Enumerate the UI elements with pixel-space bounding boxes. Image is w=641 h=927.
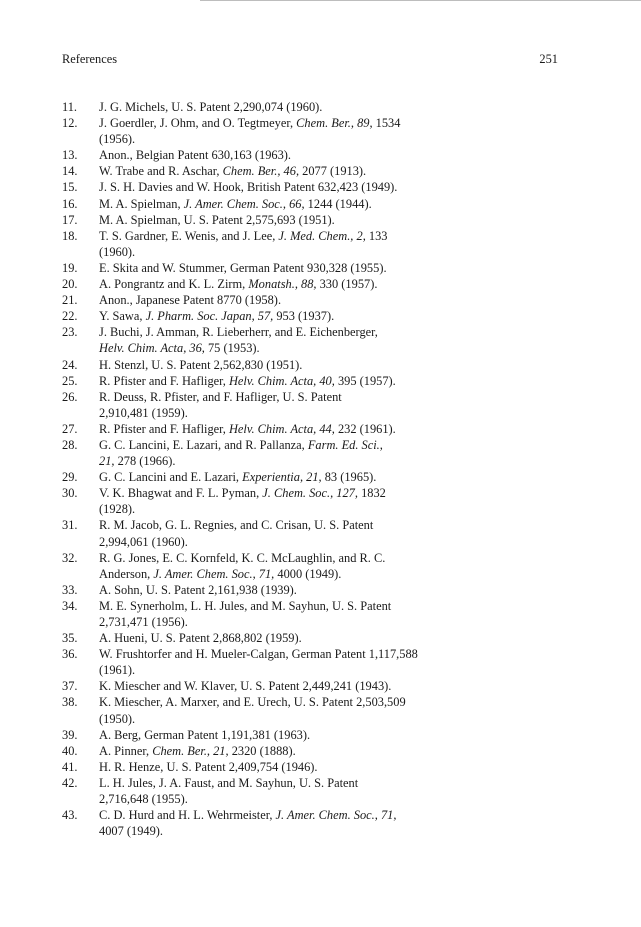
reference-item xyxy=(62,389,562,421)
reference-item xyxy=(62,437,562,469)
reference-number: 39. xyxy=(62,727,78,742)
reference-text: 75 (1953). xyxy=(204,341,260,356)
reference-item xyxy=(62,598,562,630)
reference-number: 20. xyxy=(62,277,78,292)
reference-text: R. Pfister and F. Hafliger, xyxy=(99,373,229,388)
reference-text: J. Goerdler, J. Ohm, and O. Tegtmeyer, xyxy=(99,116,297,131)
journal-citation: Helv. Chim. Acta, 44, xyxy=(228,421,335,436)
journal-citation: 21, xyxy=(99,454,115,469)
reference-item xyxy=(62,308,562,324)
reference-text-line xyxy=(99,678,562,694)
journal-citation: Helv. Chim. Acta, 40, xyxy=(228,373,335,388)
reference-text-line xyxy=(99,212,562,228)
reference-number: 25. xyxy=(62,373,78,388)
reference-number: 19. xyxy=(62,260,78,275)
reference-text-line xyxy=(99,759,562,775)
reference-item xyxy=(62,646,562,678)
reference-text: 1244 (1944). xyxy=(304,196,372,211)
reference-text-line xyxy=(99,582,562,598)
reference-text-line xyxy=(99,694,562,710)
reference-text: Anon., Japanese Patent 8770 (1958). xyxy=(99,293,282,308)
reference-text-line xyxy=(99,115,562,131)
reference-text: (1960). xyxy=(99,244,136,259)
reference-number: 32. xyxy=(62,550,78,565)
reference-text: C. D. Hurd and H. L. Wehrmeister, xyxy=(99,808,276,823)
reference-text: 2077 (1913). xyxy=(299,164,367,179)
reference-text-line xyxy=(99,711,562,727)
reference-number: 15. xyxy=(62,180,78,195)
reference-text: T. S. Gardner, E. Wenis, and J. Lee, xyxy=(99,228,279,243)
reference-item xyxy=(62,759,562,775)
reference-number: 36. xyxy=(62,647,78,662)
reference-item xyxy=(62,807,562,839)
reference-text-line xyxy=(99,743,562,759)
reference-text: A. Hueni, U. S. Patent 2,868,802 (1959). xyxy=(99,631,302,646)
reference-text: 395 (1957). xyxy=(334,373,396,388)
running-title: References xyxy=(62,52,118,66)
reference-item xyxy=(62,678,562,694)
reference-number: 40. xyxy=(62,743,78,758)
reference-item xyxy=(62,196,562,212)
reference-text: W. Trabe and R. Aschar, xyxy=(99,164,223,179)
reference-text: 4007 (1949). xyxy=(99,824,164,839)
reference-number: 27. xyxy=(62,421,78,436)
reference-item xyxy=(62,775,562,807)
reference-text-line xyxy=(99,550,562,566)
reference-item xyxy=(62,324,562,356)
reference-text: (1928). xyxy=(99,502,136,517)
reference-item xyxy=(62,469,562,485)
reference-number: 35. xyxy=(62,631,78,646)
reference-text: G. C. Lancini and E. Lazari, xyxy=(99,470,243,485)
reference-text: 330 (1957). xyxy=(316,277,378,292)
reference-text-line xyxy=(99,614,562,630)
reference-item xyxy=(62,99,562,115)
reference-text: R. M. Jacob, G. L. Regnies, and C. Crisan, U. S. Patent xyxy=(99,518,374,533)
reference-item xyxy=(62,147,562,163)
reference-text: A. Berg, German Patent 1,191,381 (1963). xyxy=(99,727,311,742)
reference-text-line xyxy=(99,373,562,389)
reference-text: H. R. Henze, U. S. Patent 2,409,754 (1946). xyxy=(99,759,318,774)
reference-item xyxy=(62,373,562,389)
reference-text-line xyxy=(99,646,562,662)
reference-item xyxy=(62,485,562,517)
reference-text: (1956). xyxy=(99,132,136,147)
reference-text: L. H. Jules, J. A. Faust, and M. Sayhun, U. S. Patent xyxy=(99,775,359,790)
reference-text: (1950). xyxy=(99,711,136,726)
reference-text-line xyxy=(99,389,562,405)
reference-number: 34. xyxy=(62,598,78,613)
reference-number: 41. xyxy=(62,759,78,774)
reference-text-line xyxy=(99,324,562,340)
reference-text-line xyxy=(99,405,562,421)
reference-number: 22. xyxy=(62,309,78,324)
reference-number: 43. xyxy=(62,808,78,823)
reference-text-line xyxy=(99,727,562,743)
reference-number: 12. xyxy=(62,116,78,131)
reference-item xyxy=(62,421,562,437)
reference-item xyxy=(62,517,562,549)
reference-text: 2320 (1888). xyxy=(228,743,296,758)
reference-text: A. Pinner, xyxy=(99,743,153,758)
reference-number: 30. xyxy=(62,486,78,501)
reference-text-line xyxy=(99,244,562,260)
reference-text: V. K. Bhagwat and F. L. Pyman, xyxy=(99,486,263,501)
reference-text-line xyxy=(99,662,562,678)
reference-number: 42. xyxy=(62,775,78,790)
journal-citation: Farm. Ed. Sci., xyxy=(307,437,383,452)
reference-text: K. Miescher, A. Marxer, and E. Urech, U. S. Patent 2,503,509 xyxy=(99,695,406,710)
reference-number: 24. xyxy=(62,357,78,372)
reference-text: M. A. Spielman, xyxy=(99,196,184,211)
reference-text: 83 (1965). xyxy=(321,470,377,485)
reference-text-line xyxy=(99,99,562,115)
reference-number: 13. xyxy=(62,148,78,163)
reference-item xyxy=(62,727,562,743)
journal-citation: J. Amer. Chem. Soc., 71, xyxy=(153,566,275,581)
reference-number: 28. xyxy=(62,437,78,452)
journal-citation: Monatsh., 88, xyxy=(248,277,317,292)
journal-citation: Chem. Ber., 46, xyxy=(222,164,300,179)
reference-text: 1832 xyxy=(357,486,386,501)
reference-text: Y. Sawa, xyxy=(99,309,146,324)
reference-text: J. G. Michels, U. S. Patent 2,290,074 (1960). xyxy=(99,100,323,114)
reference-number: 17. xyxy=(62,212,78,227)
reference-text: 1534 xyxy=(372,116,401,131)
reference-text: H. Stenzl, U. S. Patent 2,562,830 (1951). xyxy=(99,357,303,372)
reference-item xyxy=(62,630,562,646)
reference-text: W. Frushtorfer and H. Mueler-Calgan, German Patent 1,117,588 xyxy=(99,647,418,662)
reference-text: M. A. Spielman, U. S. Patent 2,575,693 (1951). xyxy=(99,212,335,227)
reference-text-line xyxy=(99,437,562,453)
reference-text-line xyxy=(99,775,562,791)
reference-text: G. C. Lancini, E. Lazari, and R. Pallanza, xyxy=(99,437,308,452)
reference-text: R. Pfister and F. Hafliger, xyxy=(99,421,229,436)
journal-citation: Helv. Chim. Acta, 36, xyxy=(99,341,205,356)
journal-citation: J. Med. Chem., 2, xyxy=(278,228,366,243)
reference-text: R. G. Jones, E. C. Kornfeld, K. C. McLaughlin, and R. C. xyxy=(99,550,386,565)
reference-text-line xyxy=(99,308,562,324)
reference-number: 38. xyxy=(62,695,78,710)
reference-item xyxy=(62,276,562,292)
reference-text-line xyxy=(99,517,562,533)
reference-item xyxy=(62,260,562,276)
reference-text-line xyxy=(99,276,562,292)
reference-text: 278 (1966). xyxy=(114,454,176,469)
reference-text-line xyxy=(99,147,562,163)
reference-item xyxy=(62,115,562,147)
reference-number: 14. xyxy=(62,164,78,179)
reference-item xyxy=(62,694,562,726)
reference-item xyxy=(62,743,562,759)
reference-text: K. Miescher and W. Klaver, U. S. Patent 2,449,241 (1943). xyxy=(99,679,392,694)
reference-text-line xyxy=(99,485,562,501)
reference-text-line xyxy=(99,292,562,308)
reference-text-line xyxy=(99,260,562,276)
reference-text: Anderson, xyxy=(99,566,154,581)
reference-text: 2,994,061 (1960). xyxy=(99,534,188,549)
reference-text: 953 (1937). xyxy=(273,309,335,324)
reference-item xyxy=(62,292,562,308)
reference-number: 37. xyxy=(62,679,78,694)
reference-item xyxy=(62,212,562,228)
reference-item xyxy=(62,357,562,373)
journal-citation: J. Pharm. Soc. Japan, 57, xyxy=(145,309,274,324)
reference-number: 29. xyxy=(62,470,78,485)
journal-citation: Chem. Ber., 89, xyxy=(296,116,373,131)
reference-text-line xyxy=(99,357,562,373)
journal-citation: J. Amer. Chem. Soc., 71, xyxy=(275,808,397,823)
reference-text: J. S. H. Davies and W. Hook, British Patent 632,423 (1949). xyxy=(99,180,398,195)
running-head xyxy=(62,51,558,67)
reference-item xyxy=(62,550,562,582)
reference-text: 2,731,471 (1956). xyxy=(99,615,188,629)
reference-text-line xyxy=(99,453,562,469)
reference-text: A. Pongrantz and K. L. Zirm, xyxy=(99,277,249,292)
reference-text-line xyxy=(99,534,562,550)
reference-text-line xyxy=(99,501,562,517)
reference-text: 2,716,648 (1955). xyxy=(99,792,188,807)
top-rule xyxy=(200,0,641,1)
reference-text: J. Buchi, J. Amman, R. Lieberherr, and E. Eichenberger, xyxy=(99,325,378,340)
reference-text-line xyxy=(99,228,562,244)
reference-text: 4000 (1949). xyxy=(274,566,342,581)
reference-text-line xyxy=(99,791,562,807)
reference-number: 26. xyxy=(62,389,78,404)
reference-text-line xyxy=(99,807,562,823)
reference-text-line xyxy=(99,163,562,179)
reference-number: 33. xyxy=(62,582,78,597)
reference-text-line xyxy=(99,340,562,356)
journal-citation: J. Chem. Soc., 127, xyxy=(262,486,358,501)
reference-text-line xyxy=(99,630,562,646)
journal-citation: J. Amer. Chem. Soc., 66, xyxy=(183,196,305,211)
reference-item xyxy=(62,228,562,260)
page-number: 251 xyxy=(539,52,558,66)
reference-text-line xyxy=(99,179,562,195)
reference-item xyxy=(62,582,562,598)
reference-text-line xyxy=(99,598,562,614)
reference-text: 232 (1961). xyxy=(334,421,396,436)
reference-number: 18. xyxy=(62,228,78,243)
reference-text-line xyxy=(99,131,562,147)
reference-list xyxy=(62,99,562,839)
reference-text-line xyxy=(99,469,562,485)
reference-number: 31. xyxy=(62,518,78,533)
reference-number: 23. xyxy=(62,325,78,340)
journal-citation: Experientia, 21, xyxy=(242,470,322,485)
reference-text-line xyxy=(99,196,562,212)
reference-text-line xyxy=(99,421,562,437)
reference-text: 2,910,481 (1959). xyxy=(99,405,188,420)
reference-text-line xyxy=(99,823,562,839)
reference-text: E. Skita and W. Stummer, German Patent 930,328 (1955). xyxy=(99,260,387,275)
reference-item xyxy=(62,179,562,195)
reference-text: M. E. Synerholm, L. H. Jules, and M. Sayhun, U. S. Patent xyxy=(99,598,392,613)
reference-number: 16. xyxy=(62,196,78,211)
reference-text: 133 xyxy=(365,228,388,243)
reference-text-line xyxy=(99,566,562,582)
journal-citation: Chem. Ber., 21, xyxy=(152,743,229,758)
reference-text: A. Sohn, U. S. Patent 2,161,938 (1939). xyxy=(99,582,297,597)
reference-text: Anon., Belgian Patent 630,163 (1963). xyxy=(99,148,292,163)
reference-text: (1961). xyxy=(99,663,136,678)
reference-item xyxy=(62,163,562,179)
reference-number: 11. xyxy=(62,100,78,114)
reference-number: 21. xyxy=(62,293,78,308)
reference-text: R. Deuss, R. Pfister, and F. Hafliger, U. S. Patent xyxy=(99,389,342,404)
